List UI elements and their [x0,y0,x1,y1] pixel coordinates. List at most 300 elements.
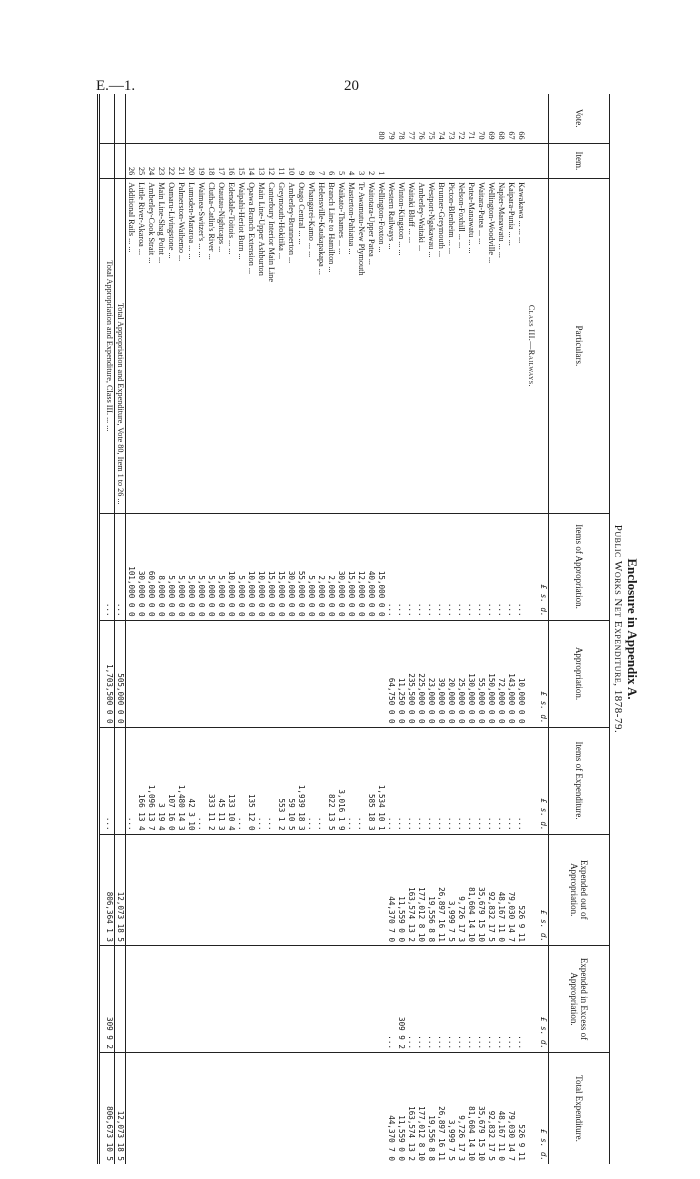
vote-cell [156,94,166,143]
total-expenditure-cell: 806,673 10 5 [99,1053,115,1164]
table-row [426,94,436,1164]
items-expenditure-cell: ... [306,727,316,834]
item-cell: 17 [216,143,226,179]
particulars-cell: Main Line-Upper Ashburton [256,179,266,513]
appropriation-cell [346,620,356,727]
table-row [176,94,186,1164]
expended-out-cell [206,834,216,945]
particulars-cell: Te Awamutu-New Plymouth [356,179,366,513]
expended-out-cell: 526 9 11 [516,834,526,945]
expended-out-cell [196,834,206,945]
particulars-cell: Greymouth-Hokitika ... [276,179,286,513]
item-cell: 4 [346,143,356,179]
total-expenditure-cell: 35,679 15 10 [476,1053,486,1164]
items-appropriation-cell: ... [115,513,126,620]
items-expenditure-cell: 1,939 18 3 [296,727,306,834]
vote-cell [236,94,246,143]
col-items-appropriation: Items of Appropriation. [549,513,610,620]
vote-cell [316,94,326,143]
items-appropriation-cell: 15,000 0 0 [276,513,286,620]
rotated-table-sheet [80,94,640,1164]
appropriation-cell [216,620,226,727]
items-expenditure-cell: 133 10 4 [226,727,236,834]
items-appropriation-cell: 55,000 0 0 [296,513,306,620]
total-expenditure-cell: 11,559 0 0 [396,1053,406,1164]
vote-cell [336,94,346,143]
appropriation-cell [256,620,266,727]
lsd-label: £ s. d. [536,513,549,620]
item-cell [436,143,446,179]
vote-cell [266,94,276,143]
table-row [436,94,446,1164]
items-appropriation-cell: 5,000 0 0 [236,513,246,620]
expended-excess-cell [176,946,186,1053]
expended-out-cell [286,834,296,945]
vote-cell: 80 [377,131,386,140]
vote-cell [176,94,186,143]
appropriation-cell [276,620,286,727]
vote-cell [126,94,137,143]
items-expenditure-cell: ... [486,727,496,834]
items-expenditure-cell: 107 16 0 [166,727,176,834]
vote-cell: 74 [437,131,446,140]
col-vote: Vote. [549,94,610,143]
item-cell: 14 [246,143,256,179]
expended-excess-cell [246,946,256,1053]
items-expenditure-cell: 3 19 4 [156,727,166,834]
item-cell: 23 [156,143,166,179]
expended-out-cell [326,834,336,945]
vote-cell: 76 [417,131,426,140]
items-expenditure-cell: ... [356,727,366,834]
vote-cell: 69 [487,131,496,140]
item-cell: 16 [226,143,236,179]
total-expenditure-cell [356,1053,366,1164]
appropriation-cell [226,620,236,727]
items-appropriation-cell: 5,000 0 0 [306,513,316,620]
expended-out-cell [176,834,186,945]
vote-cell [296,94,306,143]
expended-out-cell [276,834,286,945]
particulars-cell: Clutha-Catlin's River ... [206,179,216,513]
particulars-cell: Wellington-Foxton ... [376,179,386,513]
particulars-cell: Opawa Branch Extension ... [246,179,256,513]
total-expenditure-cell: 177,012 8 10 [416,1053,426,1164]
lsd-label: £ s. d. [536,834,549,945]
particulars-cell: Whangarei-Kamo ... ... [306,179,316,513]
expended-out-cell [356,834,366,945]
table-row [216,94,226,1164]
lsd-label: £ s. d. [536,946,549,1053]
particulars-cell: Amberley-Brunnerton ... [286,179,296,513]
appropriation-cell [306,620,316,727]
items-expenditure-cell [115,727,126,834]
particulars-cell: Otautau-Nightcaps ... [216,179,226,513]
expended-excess-cell [216,946,226,1053]
table-row [316,94,326,1164]
expended-out-cell: 9,726 17 3 [456,834,466,945]
items-appropriation-cell: ... [436,513,446,620]
class-heading-row [526,94,536,1164]
appropriation-cell [126,620,137,727]
items-expenditure-cell: ... [466,727,476,834]
vote80-total-row-label: Total Appropriation and Expenditure, Vote 80, Item 1 to 26 ... [115,179,126,513]
expended-out-cell [216,834,226,945]
item-cell [506,143,516,179]
total-expenditure-cell [266,1053,276,1164]
vote-cell [226,94,236,143]
expended-excess-cell [336,946,346,1053]
item-cell [516,143,526,179]
vote-cell: 66 [517,131,526,140]
item-cell: 9 [296,143,306,179]
expended-excess-cell: ... [456,946,466,1053]
item-cell: 25 [136,143,146,179]
expended-out-cell: 3,999 7 5 [446,834,456,945]
items-appropriation-cell: 15,000 0 0 [346,513,356,620]
vote-cell [366,94,376,143]
appropriation-cell: 11,250 0 0 [396,620,406,727]
particulars-cell: Edendale-Toitois ... ... [226,179,236,513]
total-expenditure-cell: 3,999 7 5 [446,1053,456,1164]
vote-cell [186,94,196,143]
total-expenditure-cell [146,1053,156,1164]
items-appropriation-cell: ... [456,513,466,620]
item-cell [396,143,406,179]
particulars-cell: Waitaki Bluff ... ... [406,179,416,513]
particulars-cell: Waitara-Patea ... ... [476,179,486,513]
items-expenditure-cell: 1,096 13 7 [146,727,156,834]
item-cell: 19 [196,143,206,179]
total-expenditure-cell [216,1053,226,1164]
enclosure-subtitle: Public Works Net Expenditure, 1878-79. [612,524,624,734]
particulars-cell: Kaipara-Punia ... ... [506,179,516,513]
table-row [476,94,486,1164]
total-expenditure-cell [226,1053,236,1164]
total-expenditure-cell [126,1053,137,1164]
vote-cell [206,94,216,143]
items-appropriation-cell: 8,000 0 0 [156,513,166,620]
items-expenditure-cell: ... [406,727,416,834]
vote-cell [276,94,286,143]
expended-out-cell: 163,574 13 2 [406,834,416,945]
class-total-row-label: Total Appropriation and Expenditure, Class III. ... ... [99,179,115,513]
expended-excess-cell: 309 9 2 [396,946,406,1053]
expended-out-cell: 11,559 0 0 [396,834,406,945]
appropriation-cell: 23,000 0 0 [426,620,436,727]
item-cell [446,143,456,179]
expended-excess-cell: ... [416,946,426,1053]
particulars-cell: Westport-Ngakawau ... [426,179,436,513]
particulars-cell: Kawakawa ... ... ... [516,179,526,513]
items-appropriation-cell: 101,000 0 0 [126,513,137,620]
expended-out-cell [376,834,386,945]
vote-cell: 77 [407,131,416,140]
items-expenditure-cell: ... [316,727,326,834]
expenditure-table [97,94,610,1164]
expended-out-cell [296,834,306,945]
total-expenditure-cell [316,1053,326,1164]
table-row [306,94,316,1164]
expended-excess-cell [236,946,246,1053]
items-appropriation-cell: ... [386,513,396,620]
expended-out-cell: 44,370 7 0 [386,834,396,945]
expended-out-cell: 48,167 11 0 [496,834,506,945]
appropriation-cell [186,620,196,727]
expended-excess-cell [256,946,266,1053]
total-expenditure-cell [156,1053,166,1164]
expended-excess-cell [286,946,296,1053]
table-row [346,94,356,1164]
items-expenditure-cell: 585 18 3 [366,727,376,834]
expended-excess-cell [126,946,137,1053]
items-expenditure-cell: ... [506,727,516,834]
items-appropriation-cell: 2,000 0 0 [316,513,326,620]
item-cell: 2 [366,143,376,179]
expended-excess-cell [186,946,196,1053]
total-expenditure-cell [236,1053,246,1164]
expended-out-cell [236,834,246,945]
item-cell: 15 [236,143,246,179]
items-appropriation-cell: ... [426,513,436,620]
table-row [206,94,216,1164]
total-expenditure-cell [276,1053,286,1164]
total-expenditure-cell [336,1053,346,1164]
items-expenditure-cell: ... [516,727,526,834]
appropriation-cell [356,620,366,727]
page-reference: E.—1. [96,78,136,94]
expended-out-cell [246,834,256,945]
items-appropriation-cell: 60,000 0 0 [146,513,156,620]
particulars-cell: Helensville-Kaukapakapa ... [316,179,326,513]
item-cell [476,143,486,179]
appropriation-cell [326,620,336,727]
items-appropriation-cell: ... [496,513,506,620]
item-cell: 20 [186,143,196,179]
table-row [286,94,296,1164]
items-expenditure-cell: 59 10 5 [286,727,296,834]
appropriation-cell: 39,000 0 0 [436,620,446,727]
particulars-cell: Canterbury Interior Main Line [266,179,276,513]
item-cell: 18 [206,143,216,179]
items-expenditure-cell: 1,480 14 3 [176,727,186,834]
total-expenditure-cell [136,1053,146,1164]
total-expenditure-cell [376,1053,386,1164]
vote-cell: 70 [477,131,486,140]
expended-out-cell [366,834,376,945]
lsd-label: £ s. d. [536,620,549,727]
items-appropriation-cell: ... [466,513,476,620]
item-cell [426,143,436,179]
expended-out-cell [336,834,346,945]
vote-cell: 72 [457,131,466,140]
items-appropriation-cell: 5,000 0 0 [176,513,186,620]
appropriation-cell [316,620,326,727]
expended-excess-cell: ... [516,946,526,1053]
appropriation-cell: 55,000 0 0 [476,620,486,727]
header-row [549,94,610,1164]
item-cell [416,143,426,179]
item-cell: 6 [326,143,336,179]
items-appropriation-cell: 12,000 0 0 [356,513,366,620]
appropriation-cell [176,620,186,727]
total-expenditure-cell [326,1053,336,1164]
item-cell [496,143,506,179]
items-expenditure-cell: 333 11 2 [206,727,216,834]
expended-excess-cell [136,946,146,1053]
items-expenditure-cell: ... [436,727,446,834]
particulars-cell: Waitotara-Upper Patea ... [366,179,376,513]
item-cell: 1 [376,143,386,179]
items-expenditure-cell: ... [396,727,406,834]
expended-excess-cell: ... [466,946,476,1053]
appropriation-cell [156,620,166,727]
expended-excess-cell: ... [386,946,396,1053]
items-expenditure-cell: ... [236,727,246,834]
expended-out-cell: 35,679 15 10 [476,834,486,945]
particulars-cell: Oamaru-Livingstone ... [166,179,176,513]
appropriation-cell: 1,703,500 0 0 [99,620,115,727]
expended-excess-cell: ... [506,946,516,1053]
vote-cell [256,94,266,143]
item-cell: 24 [146,143,156,179]
total-expenditure-cell [246,1053,256,1164]
table-row [496,94,506,1164]
items-appropriation-cell: ... [476,513,486,620]
item-cell: 13 [256,143,266,179]
particulars-cell: Waimea-Switzer's ... ... [196,179,206,513]
expended-excess-cell [206,946,216,1053]
table-row [136,94,146,1164]
particulars-cell: Palmerston-Waihemo ... [176,179,186,513]
col-appropriation: Appropriation. [549,620,610,727]
expended-excess-cell [376,946,386,1053]
items-appropriation-cell: 30,000 0 0 [336,513,346,620]
items-expenditure-cell: ... [496,727,506,834]
particulars-cell: Waipahi-Heriot Burn ... [236,179,246,513]
expended-out-cell [186,834,196,945]
expended-out-cell [166,834,176,945]
item-cell [386,143,396,179]
vote-cell: 75 [427,131,436,140]
total-expenditure-cell: 48,167 11 0 [496,1053,506,1164]
items-appropriation-cell: ... [406,513,416,620]
items-appropriation-cell: 5,000 0 0 [196,513,206,620]
appropriation-cell: 25,000 0 0 [456,620,466,727]
appropriation-cell [246,620,256,727]
total-expenditure-cell: 81,604 14 10 [466,1053,476,1164]
particulars-cell: Main Line-Shag Point ... [156,179,166,513]
class-total-row [99,94,115,1164]
item-cell: 22 [166,143,176,179]
particulars-cell: Amberley-Cook Strait ... [146,179,156,513]
particulars-cell: Waikato-Thames ... ... [336,179,346,513]
enclosure-title: Enclosure in Appendix A. [625,558,640,700]
vote-cell [216,94,226,143]
appropriation-cell [296,620,306,727]
vote-cell [346,94,356,143]
expended-excess-cell [356,946,366,1053]
expended-out-cell [146,834,156,945]
appropriation-cell: 20,000 0 0 [446,620,456,727]
vote-cell [286,94,296,143]
item-cell: 11 [276,143,286,179]
expended-out-cell [126,834,137,945]
expended-excess-cell [196,946,206,1053]
total-expenditure-cell [306,1053,316,1164]
expended-out-cell: 806,364 1 3 [99,834,115,945]
expended-excess-cell: 309 9 2 [99,946,115,1053]
particulars-cell: Little River-Akaroa ... [136,179,146,513]
vote-cell: 78 [397,131,406,140]
items-appropriation-cell: ... [506,513,516,620]
items-expenditure-cell: 3,016 1 9 [336,727,346,834]
items-expenditure-cell: ... [196,727,206,834]
table-row [516,94,526,1164]
items-appropriation-cell: 15,000 0 0 [376,513,386,620]
expended-excess-cell [346,946,356,1053]
page-number: 20 [344,78,359,94]
table-row [486,94,496,1164]
table-row [386,94,396,1164]
total-expenditure-cell: 44,370 7 0 [386,1053,396,1164]
expended-excess-cell [266,946,276,1053]
total-expenditure-cell [196,1053,206,1164]
items-expenditure-cell: ... [266,727,276,834]
items-expenditure-cell: ... [456,727,466,834]
items-appropriation-cell: ... [486,513,496,620]
table-row [256,94,266,1164]
appropriation-cell [286,620,296,727]
appropriation-cell [166,620,176,727]
particulars-cell: Winton-Kingston ... ... [396,179,406,513]
items-expenditure-cell: 166 13 4 [136,727,146,834]
vote-cell [306,94,316,143]
expended-out-cell [346,834,356,945]
particulars-cell: Napier-Manawatu ... ... [496,179,506,513]
items-expenditure-cell: ... [416,727,426,834]
particulars-cell: Western Railways ... [386,179,396,513]
items-appropriation-cell: ... [99,513,115,620]
col-total-expenditure: Total Expenditure. [549,1053,610,1164]
expended-excess-cell: ... [476,946,486,1053]
expended-out-cell: 177,012 8 10 [416,834,426,945]
items-expenditure-cell: 1,534 10 1 [376,727,386,834]
items-expenditure-cell: ... [99,727,115,834]
particulars-cell: Nelson-Foxhill ... ... [456,179,466,513]
col-expended-out: Expended out of Appropriation. [549,834,610,945]
appropriation-cell [236,620,246,727]
particulars-cell: Otago Central ... ... [296,179,306,513]
particulars-cell: Branch Line to Hamilton ... [326,179,336,513]
col-item: Item. [549,143,610,179]
appropriation-cell: 150,000 0 0 [486,620,496,727]
items-appropriation-cell: 30,000 0 0 [286,513,296,620]
expended-out-cell [136,834,146,945]
table-row [156,94,166,1164]
table-row [356,94,366,1164]
items-appropriation-cell: 5,000 0 0 [216,513,226,620]
table-row [336,94,346,1164]
table-row [416,94,426,1164]
total-expenditure-cell: 26,897 16 11 [436,1053,446,1164]
expended-excess-cell [156,946,166,1053]
total-expenditure-cell: 92,832 17 5 [486,1053,496,1164]
items-appropriation-cell: ... [396,513,406,620]
items-appropriation-cell: 2,000 0 0 [326,513,336,620]
item-cell: 10 [286,143,296,179]
expended-out-cell [156,834,166,945]
